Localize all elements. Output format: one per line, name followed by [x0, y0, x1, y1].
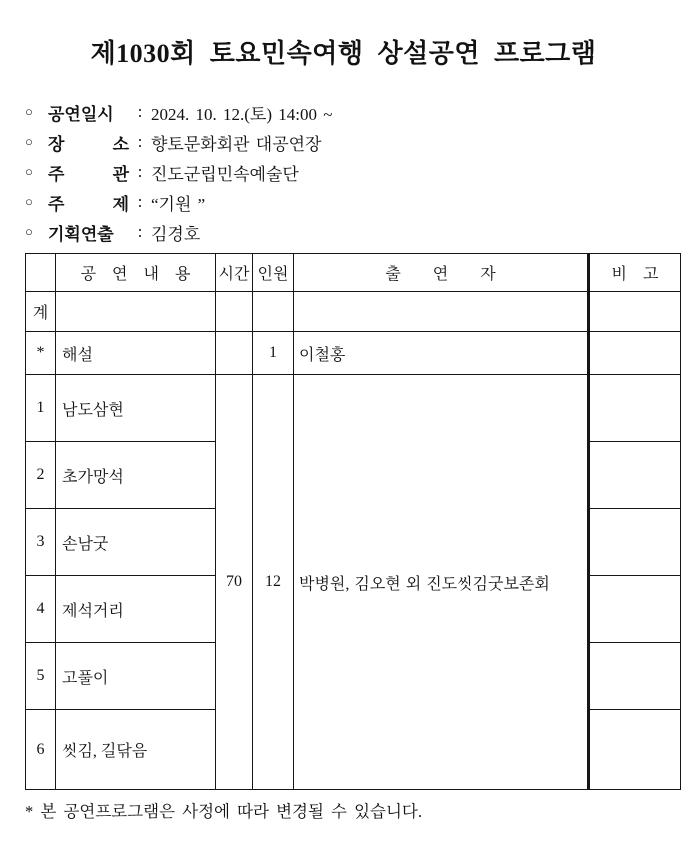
label-value-separator: : — [137, 132, 143, 151]
info-value-date: 2024. 10. 12.(토) 14:00 ~ — [151, 104, 333, 124]
header-no-cell — [26, 254, 56, 292]
note-cell — [589, 332, 681, 375]
performance-title-cell: 초가망석 — [56, 442, 216, 509]
note-cell — [589, 643, 681, 710]
note-cell — [589, 710, 681, 790]
info-label-place: 장 소 — [48, 134, 129, 154]
label-value-separator: : — [137, 162, 143, 181]
info-value-theme: “기원 ” — [151, 194, 206, 214]
time-cell — [216, 332, 253, 375]
performance-title-cell — [56, 292, 216, 332]
info-line-theme — [25, 187, 332, 217]
label-value-separator: : — [137, 102, 143, 121]
merged-performers-cell: 박병원, 김오현 외 진도씻김굿보존회 — [294, 375, 589, 790]
info-line-place — [25, 127, 332, 157]
label-value-separator: : — [137, 222, 143, 241]
circle-bullet-icon: ○ — [25, 134, 33, 149]
performance-title-cell: 남도삼현 — [56, 375, 216, 442]
note-cell — [589, 576, 681, 643]
row-number-cell: 1 — [26, 375, 56, 442]
change-notice-footnote: * 본 공연프로그램은 사정에 따라 변경될 수 있습니다. — [25, 802, 422, 821]
circle-bullet-icon: ○ — [25, 104, 33, 119]
info-label-organizer: 주 관 — [48, 164, 129, 184]
performance-title-cell: 씻김, 길닦음 — [56, 710, 216, 790]
table-row-item-1 — [26, 375, 681, 442]
info-label-theme: 주 제 — [48, 194, 129, 214]
circle-bullet-icon: ○ — [25, 194, 33, 209]
note-cell — [589, 442, 681, 509]
info-list — [25, 97, 332, 247]
note-cell — [589, 292, 681, 332]
row-number-cell: 3 — [26, 509, 56, 576]
performers-cell: 이철홍 — [294, 332, 589, 375]
row-number-cell: * — [26, 332, 56, 375]
row-number-cell: 계 — [26, 292, 56, 332]
table-row-total — [26, 292, 681, 332]
header-content-cell: 공 연 내 용 — [56, 254, 216, 292]
performance-title-cell: 손남굿 — [56, 509, 216, 576]
people-cell — [253, 292, 294, 332]
info-value-organizer: 진도군립민속예술단 — [151, 164, 299, 184]
table-row-narration — [26, 332, 681, 375]
merged-people-cell: 12 — [253, 375, 294, 790]
program-table — [25, 253, 681, 790]
row-number-cell: 4 — [26, 576, 56, 643]
note-cell — [589, 375, 681, 442]
header-time-cell: 시간 — [216, 254, 253, 292]
info-label-date: 공연일시 — [48, 104, 114, 124]
people-cell: 1 — [253, 332, 294, 375]
table-header-row — [26, 254, 681, 292]
note-cell — [589, 509, 681, 576]
label-value-separator: : — [137, 192, 143, 211]
info-label-director: 기획연출 — [48, 224, 114, 244]
circle-bullet-icon: ○ — [25, 164, 33, 179]
info-line-director — [25, 217, 332, 247]
info-value-director: 김경호 — [151, 224, 201, 244]
info-line-organizer — [25, 157, 332, 187]
performance-title-cell: 고풀이 — [56, 643, 216, 710]
header-performers-cell: 출 연 자 — [294, 254, 589, 292]
merged-time-cell: 70 — [216, 375, 253, 790]
performers-cell — [294, 292, 589, 332]
header-people-cell: 인원 — [253, 254, 294, 292]
header-note-cell: 비 고 — [589, 254, 681, 292]
row-number-cell: 5 — [26, 643, 56, 710]
time-cell — [216, 292, 253, 332]
performance-title-cell: 제석거리 — [56, 576, 216, 643]
document-title: 제1030회 토요민속여행 상설공연 프로그램 — [90, 39, 597, 68]
info-value-place: 향토문화회관 대공연장 — [151, 134, 322, 154]
performance-title-cell: 해설 — [56, 332, 216, 375]
circle-bullet-icon: ○ — [25, 224, 33, 239]
info-line-date — [25, 97, 332, 127]
row-number-cell: 6 — [26, 710, 56, 790]
row-number-cell: 2 — [26, 442, 56, 509]
